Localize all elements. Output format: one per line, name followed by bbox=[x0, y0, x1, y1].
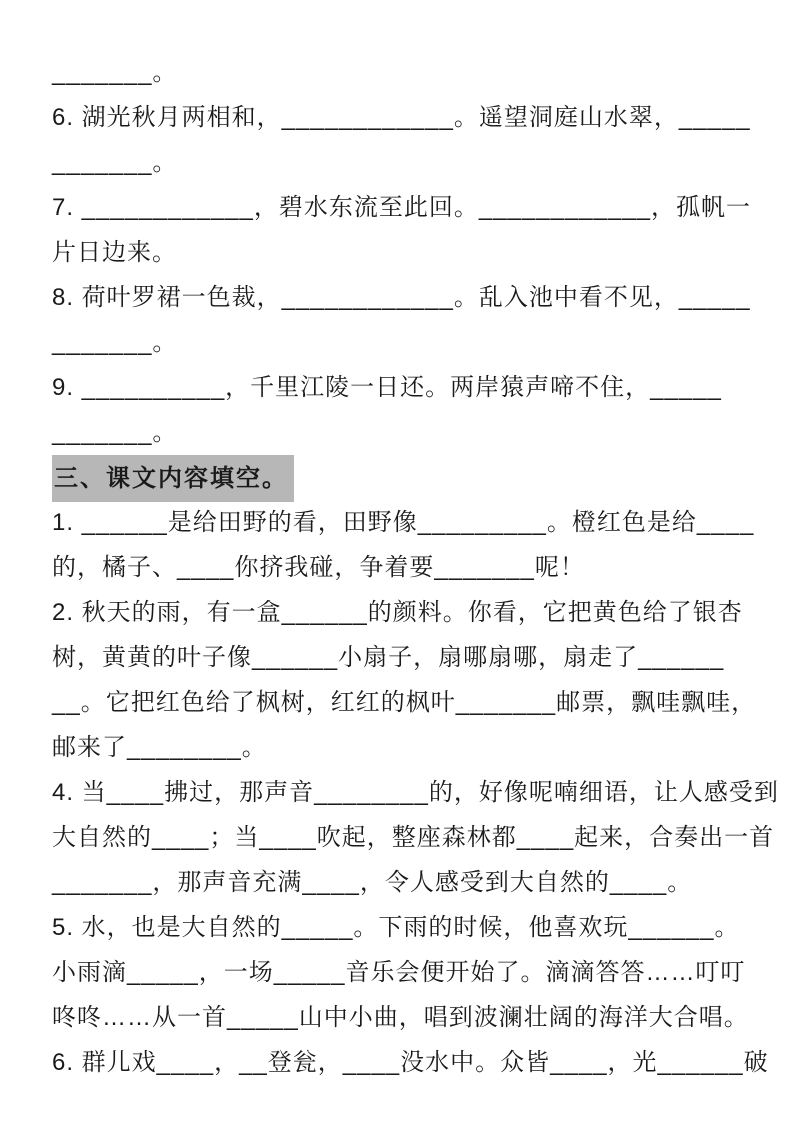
blank-answer-line-2: _______。 bbox=[52, 149, 178, 176]
section-three-heading: 三、课文内容填空。 bbox=[52, 455, 294, 502]
worksheet-body bbox=[52, 50, 779, 1085]
content-question-4-line-1: 4. 当____拂过，那声音________的，好像呢喃细语，让人感受到 bbox=[52, 779, 779, 806]
content-question-6-line-1: 6. 群儿戏____，__登瓮，____没水中。众皆____，光______破 bbox=[52, 1049, 769, 1076]
poem-question-8-line: 8. 荷叶罗裙一色裁，____________。乱入池中看不见，_____ bbox=[52, 284, 751, 311]
content-question-5-line-1: 5. 水，也是大自然的_____。下雨的时候，他喜欢玩______。 bbox=[52, 914, 740, 941]
poem-question-7-continuation: 片日边来。 bbox=[52, 239, 177, 266]
poem-question-6-line: 6. 湖光秋月两相和，____________。遥望洞庭山水翠，_____ bbox=[52, 104, 751, 131]
content-question-5-line-2: 小雨滴_____，一场_____音乐会便开始了。滴滴答答……叮叮 bbox=[52, 959, 746, 986]
content-question-2-line-2: 树，黄黄的叶子像______小扇子，扇哪扇哪，扇走了______ bbox=[52, 644, 725, 671]
content-question-2-line-1: 2. 秋天的雨，有一盒______的颜料。你看，它把黄色给了银杏 bbox=[52, 599, 743, 626]
content-question-5-line-3: 咚咚……从一首_____山中小曲，唱到波澜壮阔的海洋大合唱。 bbox=[52, 1004, 749, 1031]
blank-answer-line-1: _______。 bbox=[52, 59, 178, 86]
blank-answer-line-4: _______。 bbox=[52, 419, 178, 446]
content-question-2-line-3: __。它把红色给了枫树，红红的枫叶_______邮票，飘哇飘哇， bbox=[52, 689, 757, 716]
content-question-1-line-2: 的，橘子、____你挤我碰，争着要_______呢！ bbox=[52, 554, 585, 581]
content-question-4-line-2: 大自然的____；当____吹起，整座森林都____起来，合奏出一首 bbox=[52, 824, 775, 851]
poem-question-9-line: 9. __________，千里江陵一日还。两岸猿声啼不住，_____ bbox=[52, 374, 722, 401]
poem-question-7-line: 7. ____________，碧水东流至此回。____________，孤帆一 bbox=[52, 194, 752, 221]
content-question-2-line-4: 邮来了________。 bbox=[52, 734, 267, 761]
content-question-4-line-3: _______，那声音充满____，令人感受到大自然的____。 bbox=[52, 869, 693, 896]
section-three-heading-line bbox=[52, 455, 757, 500]
content-question-1-line-1: 1. ______是给田野的看，田野像_________。橙红色是给____ bbox=[52, 509, 755, 536]
blank-answer-line-3: _______。 bbox=[52, 329, 178, 356]
